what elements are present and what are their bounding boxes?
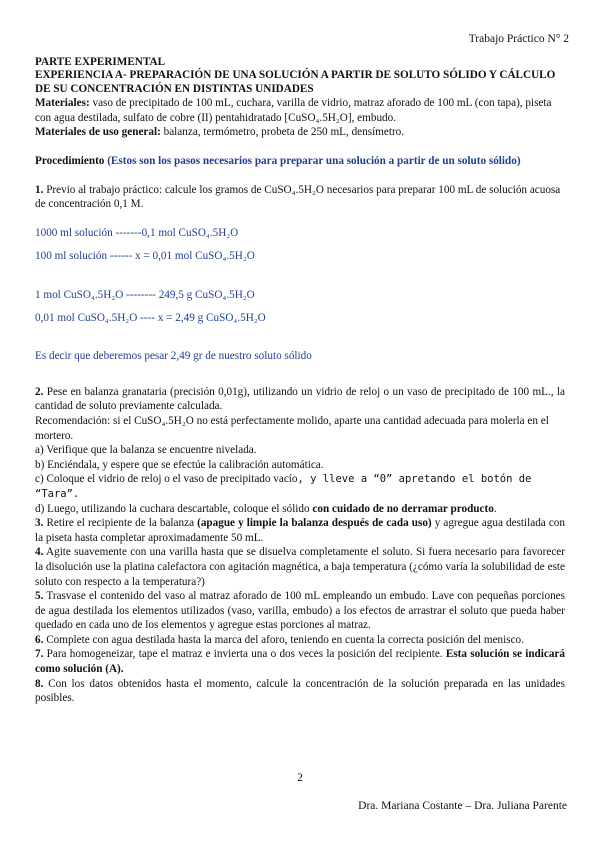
step-6-text: Complete con agua destilada hasta la marca del aforo, teniendo en cuenta la correcta posición del menisco. (43, 633, 524, 646)
step-2-d-emphasis: con cuidado de no derramar producto (312, 502, 494, 515)
calc-line-1: 1000 ml solución -------0,1 mol CuSO₄.5H₂O (35, 226, 239, 239)
general-materials-label: Materiales de uso general: (35, 126, 161, 139)
procedure-label: Procedimiento (35, 155, 105, 167)
step-2-d-end: . (493, 502, 497, 515)
step-7-emphasis: Esta solución se indicará como solución (A). (35, 648, 565, 676)
procedure-note: (Estos son los pasos necesarios para preparar una solución a partir de un soluto sólido) (104, 155, 521, 167)
step-2-a: a) Verifique que la balanza se encuentre nivelada. (35, 444, 257, 457)
step-3-emphasis: (apague y limpie la balanza después de cada uso) (197, 517, 432, 530)
procedure-heading (35, 154, 565, 169)
step-4-number: 4. (35, 546, 44, 559)
step-1 (35, 183, 565, 212)
step-2-c-handwritten: , y lleve a “0” apretando el botón de “Tara”. (35, 473, 532, 500)
step-3-number: 3. (35, 517, 44, 530)
step-2-c (35, 472, 565, 501)
step-6 (35, 633, 565, 648)
step-2-c-text: c) Coloque el vidrio de reloj o el vaso de precipitado vacío (35, 473, 298, 486)
step-8-text: Con los datos obtenidos hasta el momento, calcule la concentración de la solución preparada en las unidades posibles. (35, 677, 565, 705)
calc-line-4: 0,01 mol CuSO₄.5H₂O ---- x = 2,49 g CuSO₄.5H₂O (35, 311, 266, 324)
step-1-number: 1. (35, 183, 44, 196)
step-3-text-a: Retire el recipiente de la balanza (43, 517, 198, 530)
header-title: Trabajo Práctico N° 2 (468, 33, 569, 45)
general-materials-paragraph (35, 125, 565, 140)
step-2-number: 2. (35, 385, 44, 398)
step-3 (35, 516, 565, 545)
step-3-text-b: y agregue agua destilada con la piseta hasta completar aproximadamente 50 mL. (35, 517, 565, 544)
experience-title: EXPERIENCIA A- PREPARACIÓN DE UNA SOLUCIÓN A PARTIR DE SOLUTO SÓLIDO Y CÁLCULO DE SU CONCENTRACIÓN EN DISTINTAS UNIDADES (35, 69, 556, 95)
step-4 (35, 545, 565, 589)
step-5 (35, 589, 565, 633)
step-2-d (35, 502, 565, 517)
materials-label: Materiales: (35, 97, 90, 110)
calc-line-2: 100 ml solución ------ x = 0,01 mol CuSO₄.5H₂O (35, 249, 255, 262)
materials-paragraph (35, 96, 565, 125)
step-2-d-text: d) Luego, utilizando la cuchara descartable, coloque el sólido (35, 502, 313, 515)
step-6-number: 6. (35, 633, 44, 646)
step-7 (35, 647, 565, 676)
step-8-number: 8. (35, 677, 44, 690)
calc-conclusion: Es decir que deberemos pesar 2,49 gr de nuestro soluto sólido (35, 349, 312, 362)
materials-text: vaso de precipitado de 100 mL, cuchara, varilla de vidrio, matraz aforado de 100 mL (con tapa), piseta con agua destilada, sulfato de cobre (II) pentahidratado [CuSO₄.5H₂O], embudo. (35, 97, 552, 124)
general-materials-text: balanza, termómetro, probeta de 250 mL, densímetro. (160, 126, 405, 139)
step-2-text: Pese en balanza granataria (precisión 0,01g), utilizando un vidrio de reloj o un vaso de precipitado de 100 mL., la cantidad de soluto previamente calculada. (35, 385, 565, 413)
section-heading: PARTE EXPERIMENTAL (35, 56, 166, 68)
step-7-text: Para homogeneizar, tape el matraz e invierta una o dos veces la posición del recipiente. (43, 648, 446, 661)
step-5-number: 5. (35, 590, 44, 603)
calc-line-3: 1 mol CuSO₄.5H₂O -------- 249,5 g CuSO₄.5H₂O (35, 288, 255, 301)
step-4-text: Agite suavemente con una varilla hasta que se disuelva completamente el soluto. Si fuera necesario para favorecer la disolución use la platina calefactora con agitación magnética, a baja temperatura (¿cómo varía la solubilidad de este soluto con respecto a la temperatura?) (35, 546, 565, 588)
page-number: 2 (297, 772, 303, 784)
step-2-recommendation: Recomendación: si el CuSO₄.5H₂O no está perfectamente molido, aparte una cantidad adecuada para molerla en el mortero. (35, 414, 549, 442)
step-2 (35, 385, 565, 414)
step-7-number: 7. (35, 648, 44, 661)
step-5-text: Trasvase el contenido del vaso al matraz aforado de 100 mL empleando un embudo. Lave con pequeñas porciones de agua destilada los elementos utilizados (vaso, varilla, embudo) a los efectos de arrastrar el soluto que pueda haber quedado en cada uno de los elementos y agregue estas porciones al matraz. (35, 590, 565, 632)
footer-authors: Dra. Mariana Costante – Dra. Juliana Parente (358, 800, 567, 812)
step-2-b: b) Enciéndala, y espere que se efectúe la calibración automática. (35, 458, 324, 471)
main-content (35, 56, 565, 706)
step-8 (35, 677, 565, 706)
step-1-text: Previo al trabajo práctico: calcule los gramos de CuSO₄.5H₂O necesarios para preparar 100 mL de solución acuosa de concentración 0,1 M. (35, 183, 561, 211)
